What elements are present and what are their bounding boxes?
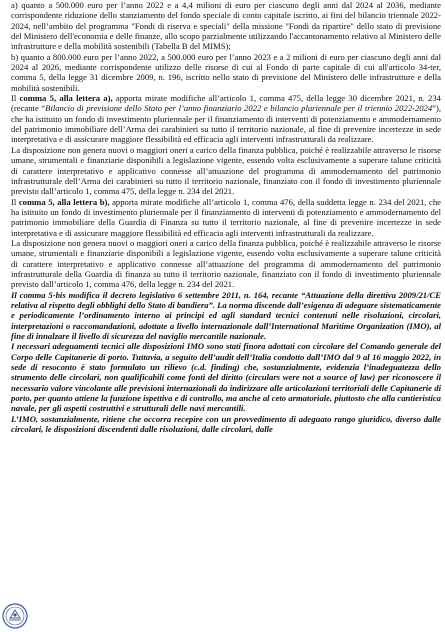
paragraph-adeguamenti-imo: I necessari adeguamenti tecnici alle disposizioni IMO sono stati finora adottati con circolare del Comando generale del Corpo delle Capitanerie di porto. Tuttavia, a seguito dell’audit dell’Italia condotto dall’IMO dal 9 al 16 maggio 2022, in sede di resoconto è stato formulato un rilievo (c.d. finding) che, sostanzialmente, evidenzia l’inadeguatezza dello strumento delle circolari, non qualificabili come fonti del diritto (circulars were not a source of law) per riconoscere il necessario valore vincolante alle previsioni internazionali da indirizzare alle articolazioni territoriali delle Capitanerie di porto, per quanto attiene la funzione ispettiva e di controllo, ma anche al ceto armatoriale, piuttosto che alla cantieristica navale, per gli aspetti costruttivi e strutturali delle navi mercantili. — [11, 341, 441, 414]
text-run: Il — [11, 93, 20, 104]
paragraph-oneri-b: La disposizione non genera nuovi o maggiori oneri a carico della finanza pubblica, poiché è realizzabile attraverso le risorse umane, strumentali e finanziarie disponibili a legislazione vigente, essendo volta esclusivamente a superare talune criticità di carattere interpretativo e applicativo connesse all’attuazione del programma di ammodernamento del patrimonio infrastrutturale della Guardia di finanza su tutto il territorio nazionale, finanziato con il fondo di investimento pluriennale previsto dall’articolo 1, comma 476, della legge n. 234 del 2021. — [11, 237, 441, 290]
bold-reference: comma 5, alla lettera b), — [18, 196, 110, 207]
italic-title: Bilancio di previsione dello Stato per l’anno finanziario 2022 e bilancio pluriennale per il triennio 2022-2024 — [45, 103, 433, 114]
text-run: Il — [11, 196, 19, 207]
bold-reference: comma 5, alla lettera a), — [19, 93, 113, 104]
paragraph-lettera-a: a) quanto a 500.000 euro per l’anno 2022 e a 4,4 milioni di euro per ciascuno degli anni dal 2024 al 2036, mediante corrispondente riduzione dello stanziamento del fondo speciale di conto capitale iscritto, ai fini del bilancio triennale 2022-2024, nell’ambito del programma "Fondi di riserva e speciali" della missione "Fondi da ripartire" dello stato di previsione del Ministero dell'economia e delle finanze, allo scopo parzialmente utilizzando l'accantonamento relativo al Ministero delle infrastrutture e della mobilità sostenibili (Tabella B del MIMS); — [11, 0, 441, 52]
paragraph-oneri-a: La disposizione non genera nuovi o maggiori oneri a carico della finanza pubblica, poiché è realizzabile attraverso le risorse umane, strumentali e finanziarie disponibili a legislazione vigente, essendo volta esclusivamente a superare talune criticità di carattere interpretativo e applicativo connesse all’attuazione del programma di ammodernamento del patrimonio infrastrutturale dell’Arma dei carabinieri su tutto il territorio nazionale, finanziato con il fondo di investimento pluriennale previsto dall’articolo 1, comma 475, della legge n. 234 del 2021. — [11, 144, 441, 197]
paragraph-lettera-b: b) quanto a 800.000 euro per l’anno 2022, a 500.000 euro per l’anno 2023 e a 2 milioni di euro per ciascuno degli anni dal 2024 al 2026, mediante corrispondente utilizzo delle risorse di cui al Fondo di parte capitale di cui all'articolo 34-ter, comma 5, della legge 31 dicembre 2009, n. 196, iscritto nello stato di previsione del Ministero delle infrastrutture e della mobilità sostenibili. — [11, 51, 441, 93]
text-run: apporta mirate modifiche all’articolo 1, comma 476, della suddetta legge n. 234 del 2021, che ha istituito un fondo di investimento pluriennale per il finanziamento di interventi di potenziamento e ammodernamento del patrimonio immobiliare della Guardia di Finanza su tutto il territorio nazionale, al fine di prevenire incertezze in sede interpretativa e di assicurare maggiore flessibilità ed efficacia agli interventi infrastrutturali da realizzare. — [11, 196, 441, 238]
text-run: ”), che ha istituito un fondo di investimento pluriennale per il finanziamento di interventi di potenziamento e ammodernamento del patrimonio immobiliare dell’Arma dei carabinieri su tutto il territorio nazionale, al fine di prevenire incertezze in sede interpretativa e di assicurare maggiore flessibilità ed efficacia agli interventi infrastrutturali da realizzare. — [11, 103, 441, 145]
chamber-seal-icon — [2, 603, 28, 629]
text-run: apporta mirate modifiche all’articolo 1, comma 475, della legge 30 dicembre 2021, n. 234 (recante “ — [11, 93, 441, 114]
paragraph-comma-5-b — [0, 197, 445, 238]
paragraph-comma-5-a — [0, 93, 445, 145]
paragraph-comma-5-bis: Il comma 5-bis modifica il decreto legislativo 6 settembre 2011, n. 164, recante “Attuazione della direttiva 2009/21/CE relativa al rispetto degli obblighi dello Stato di bandiera”. La norma discende dall’esigenza di adeguare sistematicamente e periodicamente l’ordinamento interno ai principi ed agli standard tecnici contenuti nelle risoluzioni, circolari, interpretazioni o raccomandazioni, adottate a livello internazionale dall’International Maritime Organization (IMO), al fine di innalzare il livello di sicurezza del naviglio mercantile nazionale. — [11, 289, 441, 341]
paragraph-imo-recepimento: L’IMO, sostanzialmente, ritiene che occorra recepire con un provvedimento di adeguato rango giuridico, diverso dalle circolari, le disposizioni discendenti dalle risoluzioni, dalle circolari, dalle — [11, 413, 441, 435]
